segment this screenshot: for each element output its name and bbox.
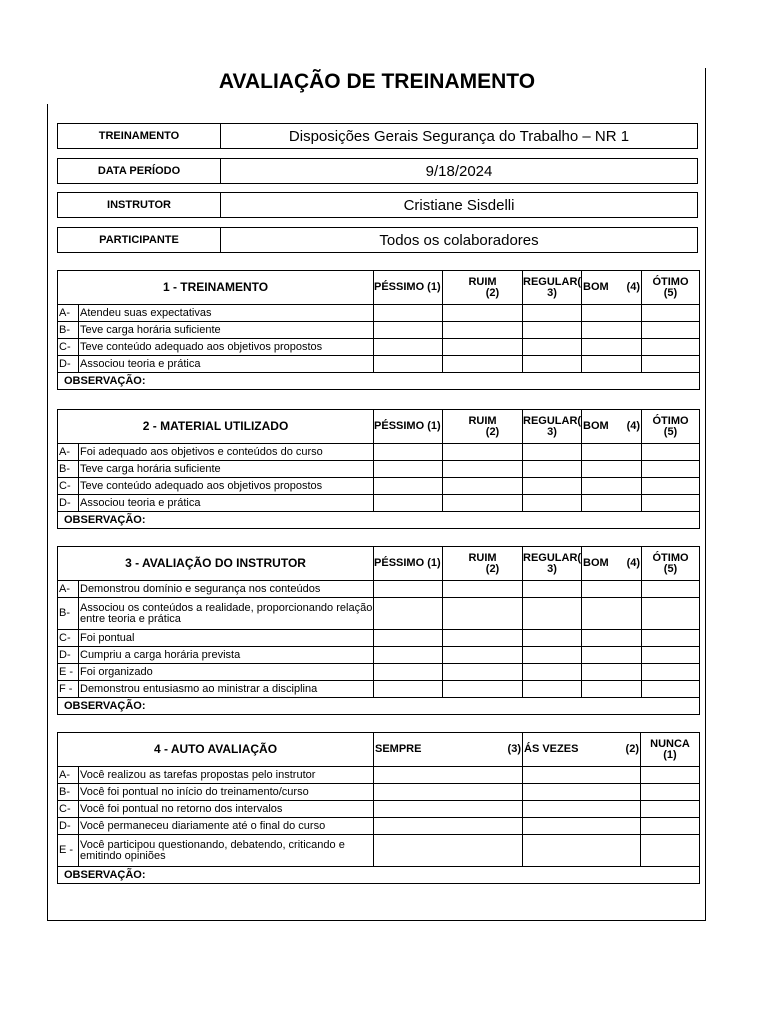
rating-cell-ruim[interactable] bbox=[443, 461, 523, 478]
rating-cell-ruim[interactable] bbox=[443, 581, 523, 598]
rating-cell-as-vezes[interactable] bbox=[523, 767, 641, 784]
header-ruim: RUIM (2) bbox=[443, 547, 523, 581]
page-frame-bottom bbox=[47, 920, 706, 921]
item-question: Demonstrou domínio e segurança nos conteúdos bbox=[79, 581, 374, 598]
rating-cell-regular[interactable] bbox=[523, 581, 582, 598]
rating-cell-bom[interactable] bbox=[582, 630, 642, 647]
section-title: 1 - TREINAMENTO bbox=[58, 271, 374, 305]
rating-cell-ruim[interactable] bbox=[443, 356, 523, 373]
table-row bbox=[58, 784, 700, 801]
page-title: AVALIAÇÃO DE TREINAMENTO bbox=[218, 70, 536, 93]
rating-cell-pessimo[interactable] bbox=[374, 444, 443, 461]
rating-cell-as-vezes[interactable] bbox=[523, 818, 641, 835]
rating-cell-pessimo[interactable] bbox=[374, 339, 443, 356]
rating-cell-regular[interactable] bbox=[523, 444, 582, 461]
header-pessimo: PÉSSIMO (1) bbox=[374, 410, 443, 444]
table-row bbox=[58, 581, 700, 598]
item-letter: B- bbox=[58, 784, 79, 801]
item-question: Foi pontual bbox=[79, 630, 374, 647]
item-question: Teve conteúdo adequado aos objetivos propostos bbox=[79, 339, 374, 356]
item-question: Você permaneceu diariamente até o final do curso bbox=[79, 818, 374, 835]
rating-cell-ruim[interactable] bbox=[443, 664, 523, 681]
rating-cell-pessimo[interactable] bbox=[374, 322, 443, 339]
observation-field[interactable]: OBSERVAÇÃO: bbox=[58, 867, 700, 884]
auto-evaluation-table bbox=[57, 732, 700, 884]
section-table bbox=[57, 409, 700, 529]
item-question: Você foi pontual no retorno dos intervalos bbox=[79, 801, 374, 818]
rating-cell-regular[interactable] bbox=[523, 339, 582, 356]
rating-cell-bom[interactable] bbox=[582, 322, 642, 339]
header-ruim: RUIM (2) bbox=[443, 271, 523, 305]
item-letter: B- bbox=[58, 322, 79, 339]
rating-cell-regular[interactable] bbox=[523, 495, 582, 512]
rating-cell-pessimo[interactable] bbox=[374, 581, 443, 598]
item-question: Demonstrou entusiasmo ao ministrar a disciplina bbox=[79, 681, 374, 698]
table-row bbox=[58, 647, 700, 664]
rating-cell-regular[interactable] bbox=[523, 305, 582, 322]
header-bom: BOM (4) bbox=[582, 271, 642, 305]
observation-row bbox=[58, 373, 700, 390]
rating-cell-otimo[interactable] bbox=[642, 681, 700, 698]
rating-cell-pessimo[interactable] bbox=[374, 495, 443, 512]
section-table bbox=[57, 546, 700, 715]
table-row bbox=[58, 339, 700, 356]
section-header-row bbox=[58, 733, 700, 767]
rating-cell-pessimo[interactable] bbox=[374, 305, 443, 322]
rating-cell-ruim[interactable] bbox=[443, 647, 523, 664]
section-title: 4 - AUTO AVALIAÇÃO bbox=[58, 733, 374, 767]
item-question: Teve carga horária suficiente bbox=[79, 461, 374, 478]
table-row bbox=[58, 322, 700, 339]
item-letter: A- bbox=[58, 305, 79, 322]
rating-cell-ruim[interactable] bbox=[443, 478, 523, 495]
item-question: Foi adequado aos objetivos e conteúdos do curso bbox=[79, 444, 374, 461]
rating-cell-bom[interactable] bbox=[582, 478, 642, 495]
rating-cell-otimo[interactable] bbox=[642, 339, 700, 356]
observation-row bbox=[58, 512, 700, 529]
item-letter: E - bbox=[58, 664, 79, 681]
rating-cell-nunca[interactable] bbox=[641, 784, 700, 801]
info-row-participante bbox=[57, 227, 698, 253]
rating-cell-as-vezes[interactable] bbox=[523, 835, 641, 867]
item-letter: A- bbox=[58, 767, 79, 784]
section-header-row bbox=[58, 271, 700, 305]
rating-cell-otimo[interactable] bbox=[642, 461, 700, 478]
rating-cell-ruim[interactable] bbox=[443, 598, 523, 630]
table-row bbox=[58, 356, 700, 373]
rating-cell-otimo[interactable] bbox=[642, 305, 700, 322]
rating-cell-pessimo[interactable] bbox=[374, 598, 443, 630]
table-row bbox=[58, 461, 700, 478]
section-table bbox=[57, 270, 700, 390]
table-row bbox=[58, 835, 700, 867]
table-row bbox=[58, 495, 700, 512]
rating-cell-otimo[interactable] bbox=[642, 630, 700, 647]
header-regular: REGULAR( 3) bbox=[523, 271, 582, 305]
item-letter: C- bbox=[58, 339, 79, 356]
rating-cell-regular[interactable] bbox=[523, 681, 582, 698]
item-question: Cumpriu a carga horária prevista bbox=[79, 647, 374, 664]
rating-cell-sempre[interactable] bbox=[374, 784, 523, 801]
info-label: TREINAMENTO bbox=[58, 124, 221, 148]
rating-cell-bom[interactable] bbox=[582, 664, 642, 681]
item-letter: B- bbox=[58, 598, 79, 630]
rating-cell-otimo[interactable] bbox=[642, 581, 700, 598]
header-regular: REGULAR( 3) bbox=[523, 547, 582, 581]
rating-cell-nunca[interactable] bbox=[641, 801, 700, 818]
item-question: Associou teoria e prática bbox=[79, 495, 374, 512]
rating-cell-otimo[interactable] bbox=[642, 495, 700, 512]
rating-cell-bom[interactable] bbox=[582, 444, 642, 461]
page-frame-left bbox=[47, 104, 48, 921]
header-bom: BOM (4) bbox=[582, 547, 642, 581]
header-as-vezes: ÁS VEZES (2) bbox=[523, 733, 641, 767]
rating-cell-sempre[interactable] bbox=[374, 767, 523, 784]
item-question: Associou os conteúdos a realidade, proporcionando relação entre teoria e prática bbox=[79, 598, 374, 630]
rating-cell-bom[interactable] bbox=[582, 356, 642, 373]
table-row bbox=[58, 630, 700, 647]
rating-cell-sempre[interactable] bbox=[374, 818, 523, 835]
rating-cell-otimo[interactable] bbox=[642, 356, 700, 373]
rating-cell-sempre[interactable] bbox=[374, 801, 523, 818]
rating-cell-otimo[interactable] bbox=[642, 647, 700, 664]
rating-cell-regular[interactable] bbox=[523, 664, 582, 681]
rating-cell-nunca[interactable] bbox=[641, 767, 700, 784]
observation-field[interactable]: OBSERVAÇÃO: bbox=[58, 512, 700, 529]
rating-cell-regular[interactable] bbox=[523, 598, 582, 630]
header-ruim: RUIM (2) bbox=[443, 410, 523, 444]
info-value[interactable]: Cristiane Sisdelli bbox=[403, 196, 515, 214]
section-header-row bbox=[58, 547, 700, 581]
section-title: 3 - AVALIAÇÃO DO INSTRUTOR bbox=[58, 547, 374, 581]
observation-row bbox=[58, 698, 700, 715]
item-letter: A- bbox=[58, 581, 79, 598]
table-row bbox=[58, 681, 700, 698]
rating-cell-ruim[interactable] bbox=[443, 322, 523, 339]
rating-cell-bom[interactable] bbox=[582, 339, 642, 356]
rating-cell-bom[interactable] bbox=[582, 495, 642, 512]
rating-cell-ruim[interactable] bbox=[443, 339, 523, 356]
item-question: Associou teoria e prática bbox=[79, 356, 374, 373]
item-letter: D- bbox=[58, 818, 79, 835]
rating-cell-pessimo[interactable] bbox=[374, 664, 443, 681]
table-row bbox=[58, 305, 700, 322]
item-letter: D- bbox=[58, 647, 79, 664]
rating-cell-regular[interactable] bbox=[523, 356, 582, 373]
rating-cell-pessimo[interactable] bbox=[374, 356, 443, 373]
rating-cell-bom[interactable] bbox=[582, 681, 642, 698]
item-question: Teve conteúdo adequado aos objetivos propostos bbox=[79, 478, 374, 495]
item-letter: E - bbox=[58, 835, 79, 867]
rating-cell-pessimo[interactable] bbox=[374, 681, 443, 698]
rating-cell-otimo[interactable] bbox=[642, 478, 700, 495]
item-question: Teve carga horária suficiente bbox=[79, 322, 374, 339]
rating-cell-as-vezes[interactable] bbox=[523, 784, 641, 801]
header-otimo: ÓTIMO (5) bbox=[642, 410, 700, 444]
rating-cell-ruim[interactable] bbox=[443, 630, 523, 647]
rating-cell-otimo[interactable] bbox=[642, 598, 700, 630]
info-label: PARTICIPANTE bbox=[58, 228, 221, 252]
header-nunca: NUNCA (1) bbox=[641, 733, 700, 767]
rating-cell-nunca[interactable] bbox=[641, 818, 700, 835]
table-row bbox=[58, 818, 700, 835]
table-row bbox=[58, 598, 700, 630]
header-pessimo: PÉSSIMO (1) bbox=[374, 547, 443, 581]
item-question: Você participou questionando, debatendo, criticando e emitindo opiniões bbox=[79, 835, 374, 867]
rating-cell-otimo[interactable] bbox=[642, 444, 700, 461]
item-letter: C- bbox=[58, 630, 79, 647]
header-bom: BOM (4) bbox=[582, 410, 642, 444]
table-row bbox=[58, 478, 700, 495]
item-letter: D- bbox=[58, 356, 79, 373]
rating-cell-bom[interactable] bbox=[582, 461, 642, 478]
rating-cell-regular[interactable] bbox=[523, 630, 582, 647]
page-frame-right bbox=[705, 68, 706, 921]
rating-cell-bom[interactable] bbox=[582, 305, 642, 322]
rating-cell-regular[interactable] bbox=[523, 478, 582, 495]
header-regular: REGULAR( 3) bbox=[523, 410, 582, 444]
info-label: INSTRUTOR bbox=[58, 193, 221, 217]
item-letter: C- bbox=[58, 478, 79, 495]
rating-cell-regular[interactable] bbox=[523, 647, 582, 664]
item-question: Atendeu suas expectativas bbox=[79, 305, 374, 322]
rating-cell-otimo[interactable] bbox=[642, 664, 700, 681]
rating-cell-bom[interactable] bbox=[582, 581, 642, 598]
item-letter: F - bbox=[58, 681, 79, 698]
observation-field[interactable]: OBSERVAÇÃO: bbox=[58, 373, 700, 390]
info-value[interactable]: Todos os colaboradores bbox=[379, 231, 539, 249]
item-question: Você foi pontual no início do treinamento/curso bbox=[79, 784, 374, 801]
header-otimo: ÓTIMO (5) bbox=[642, 547, 700, 581]
rating-cell-regular[interactable] bbox=[523, 461, 582, 478]
header-sempre: SEMPRE (3) bbox=[374, 733, 523, 767]
rating-cell-bom[interactable] bbox=[582, 647, 642, 664]
rating-cell-pessimo[interactable] bbox=[374, 478, 443, 495]
table-row bbox=[58, 767, 700, 784]
rating-cell-regular[interactable] bbox=[523, 322, 582, 339]
item-letter: D- bbox=[58, 495, 79, 512]
info-value[interactable]: 9/18/2024 bbox=[425, 162, 493, 180]
header-otimo: ÓTIMO (5) bbox=[642, 271, 700, 305]
section-title: 2 - MATERIAL UTILIZADO bbox=[58, 410, 374, 444]
rating-cell-pessimo[interactable] bbox=[374, 461, 443, 478]
rating-cell-ruim[interactable] bbox=[443, 681, 523, 698]
table-row bbox=[58, 664, 700, 681]
info-label: DATA PERÍODO bbox=[58, 159, 221, 183]
info-row-instrutor bbox=[57, 192, 698, 218]
rating-cell-ruim[interactable] bbox=[443, 305, 523, 322]
rating-cell-otimo[interactable] bbox=[642, 322, 700, 339]
rating-cell-pessimo[interactable] bbox=[374, 630, 443, 647]
table-row bbox=[58, 801, 700, 818]
item-letter: B- bbox=[58, 461, 79, 478]
info-row-data bbox=[57, 158, 698, 184]
rating-cell-ruim[interactable] bbox=[443, 495, 523, 512]
observation-row bbox=[58, 867, 700, 884]
item-letter: A- bbox=[58, 444, 79, 461]
rating-cell-pessimo[interactable] bbox=[374, 647, 443, 664]
rating-cell-nunca[interactable] bbox=[641, 835, 700, 867]
item-question: Você realizou as tarefas propostas pelo instrutor bbox=[79, 767, 374, 784]
rating-cell-sempre[interactable] bbox=[374, 835, 523, 867]
table-row bbox=[58, 444, 700, 461]
observation-field[interactable]: OBSERVAÇÃO: bbox=[58, 698, 700, 715]
info-value[interactable]: Disposições Gerais Segurança do Trabalho – NR 1 bbox=[288, 127, 630, 145]
section-header-row bbox=[58, 410, 700, 444]
header-pessimo: PÉSSIMO (1) bbox=[374, 271, 443, 305]
rating-cell-as-vezes[interactable] bbox=[523, 801, 641, 818]
item-question: Foi organizado bbox=[79, 664, 374, 681]
rating-cell-ruim[interactable] bbox=[443, 444, 523, 461]
info-row-treinamento bbox=[57, 123, 698, 149]
item-letter: C- bbox=[58, 801, 79, 818]
rating-cell-bom[interactable] bbox=[582, 598, 642, 630]
